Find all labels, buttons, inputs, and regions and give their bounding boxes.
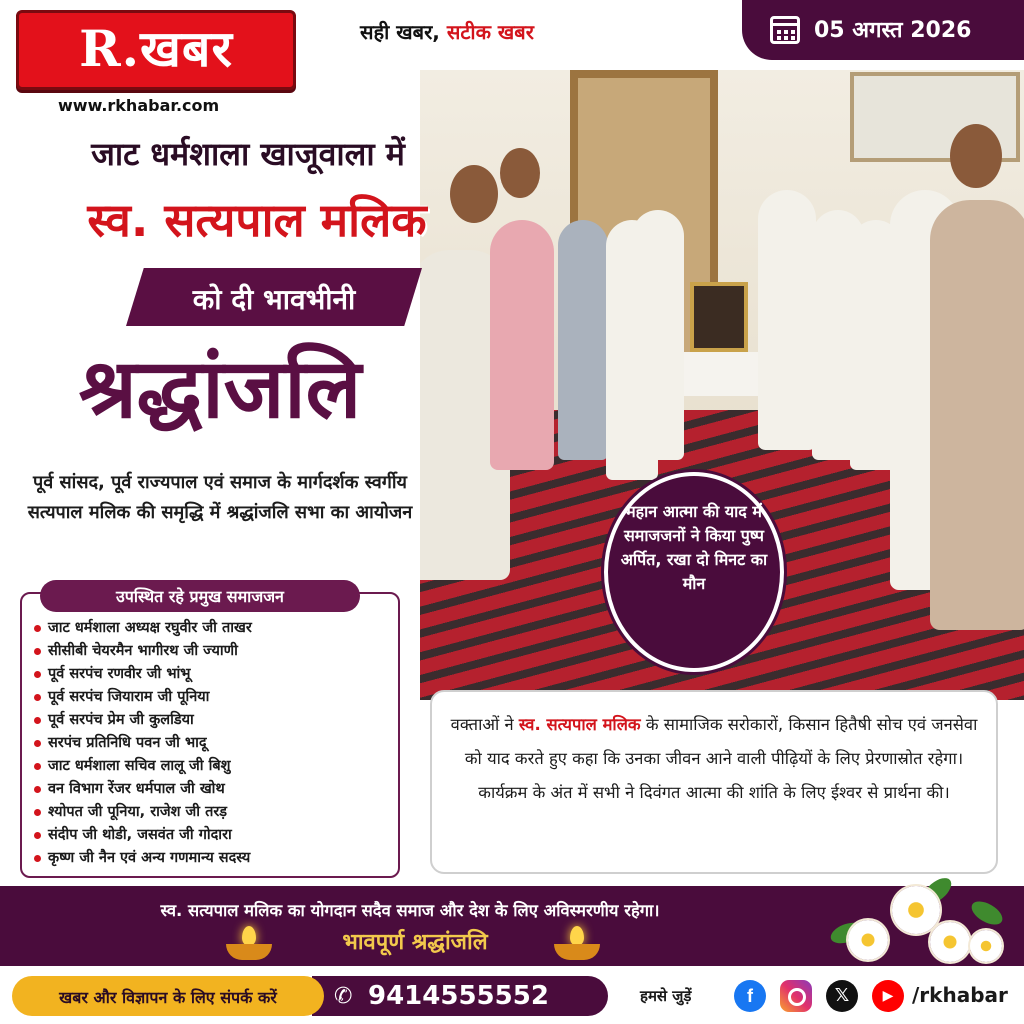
photo-person [558, 220, 608, 460]
callout-text: महान आत्मा की याद में समाजजनों ने किया पुष्प अर्पित, रखा दो मिनट का मौन [620, 502, 768, 593]
flower-icon [970, 930, 1002, 962]
join-label: हमसे जुड़ें [640, 987, 692, 1005]
tagline-accent: सटीक खबर [446, 20, 534, 44]
phone-icon: ✆ [334, 984, 353, 1009]
leaf-icon [968, 897, 1006, 930]
tagline-main: सही खबर, [360, 20, 447, 44]
list-item: जाट धर्मशाला सचिव लालू जी बिशु [30, 755, 394, 778]
list-item: सरपंच प्रतिनिधि पवन जी भादू [30, 732, 394, 755]
flowers-icon [820, 874, 1020, 970]
list-item: संदीप जी थोडी, जसवंत जी गोदारा [30, 824, 394, 847]
rkhabar-logo[interactable] [16, 10, 296, 90]
list-item: पूर्व सरपंच रणवीर जी भांभू [30, 663, 394, 686]
tribute-line: स्व. सत्यपाल मलिक का योगदान सदैव समाज और देश के लिए अविस्मरणीय रहेगा। [160, 901, 660, 920]
facebook-icon[interactable]: f [734, 980, 766, 1012]
diya-icon [554, 926, 600, 960]
attendees-title: उपस्थित रहे प्रमुख समाजजन [116, 587, 284, 606]
diya-icon [226, 926, 272, 960]
phone-number[interactable]: 9414555552 [368, 981, 549, 1011]
photo-person [930, 200, 1024, 630]
intro-text: पूर्व सांसद, पूर्व राज्यपाल एवं समाज के मार्गदर्शक स्वर्गीय सत्यपाल मलिक की समृद्धि में श्रद्धांजलि सभा का आयोजन [27, 472, 413, 523]
list-item: श्योपत जी पूनिया, राजेश जी तरड़ [30, 801, 394, 824]
photo-person [758, 190, 816, 450]
flower-icon [930, 922, 970, 962]
logo-text: R.खबर [79, 19, 233, 78]
attendees-list [30, 617, 394, 870]
tagline [360, 18, 534, 45]
calendar-icon [770, 16, 800, 44]
flame-icon [570, 926, 584, 946]
flower-icon [892, 886, 940, 934]
photo-person [490, 220, 554, 470]
social-handle[interactable]: /rkhabar [912, 983, 1008, 1007]
speech-text [444, 708, 984, 810]
list-item: वन विभाग रेंजर धर्मपाल जी खोथ [30, 778, 394, 801]
photo-person [632, 210, 684, 460]
diya-bowl [554, 944, 600, 960]
contact-label: खबर और विज्ञापन के लिए संपर्क करें [59, 988, 277, 1007]
speech-part2: के सामाजिक सरोकारों, किसान हितैषी सोच एवं जनसेवा को याद करते हुए कहा कि उनका जीवन आने वाली पीढ़ियों के लिए प्रेरणास्रोत रहेगा। कार्यक्रम के अंत में सभी ने दिवंगत आत्मा की शांति के लिए ईश्वर से प्रार्थना की। [464, 715, 978, 802]
list-item: कृष्ण जी नैन एवं अन्य गणमान्य सदस्य [30, 847, 394, 870]
photo-person-head [500, 148, 540, 198]
portrait-frame [690, 282, 748, 352]
flower-icon [848, 920, 888, 960]
x-icon[interactable]: 𝕏 [826, 980, 858, 1012]
list-item: पूर्व सरपंच जियाराम जी पूनिया [30, 686, 394, 709]
speech-accent: स्व. सत्यपाल मलिक [518, 715, 641, 734]
list-item: सीसीबी चेयरमैन भागीरथ जी ज्याणी [30, 640, 394, 663]
list-item: पूर्व सरपंच प्रेम जी कुलडिया [30, 709, 394, 732]
headline-line1: जाट धर्मशाला खाजूवाला में [91, 135, 405, 173]
diya-bowl [226, 944, 272, 960]
tribute-text: भावपूर्ण श्रद्धांजलि [342, 930, 488, 955]
speech-part1: वक्ताओं ने [450, 715, 519, 734]
headline-line3: को दी भावभीनी [192, 283, 356, 316]
list-item: जाट धर्मशाला अध्यक्ष रघुवीर जी ताखर [30, 617, 394, 640]
flame-icon [242, 926, 256, 946]
instagram-icon[interactable] [780, 980, 812, 1012]
date-text: 05 अगस्त 2026 [814, 18, 972, 43]
youtube-icon[interactable]: ▶ [872, 980, 904, 1012]
photo-table [678, 352, 760, 396]
photo-person-head [950, 124, 1002, 188]
site-url[interactable]: www.rkhabar.com [58, 96, 220, 115]
headline-name: स्व. सत्यपाल मलिक [87, 193, 427, 247]
date-box [742, 0, 1024, 60]
headline-tribute: श्रद्धांजलि [78, 342, 362, 437]
